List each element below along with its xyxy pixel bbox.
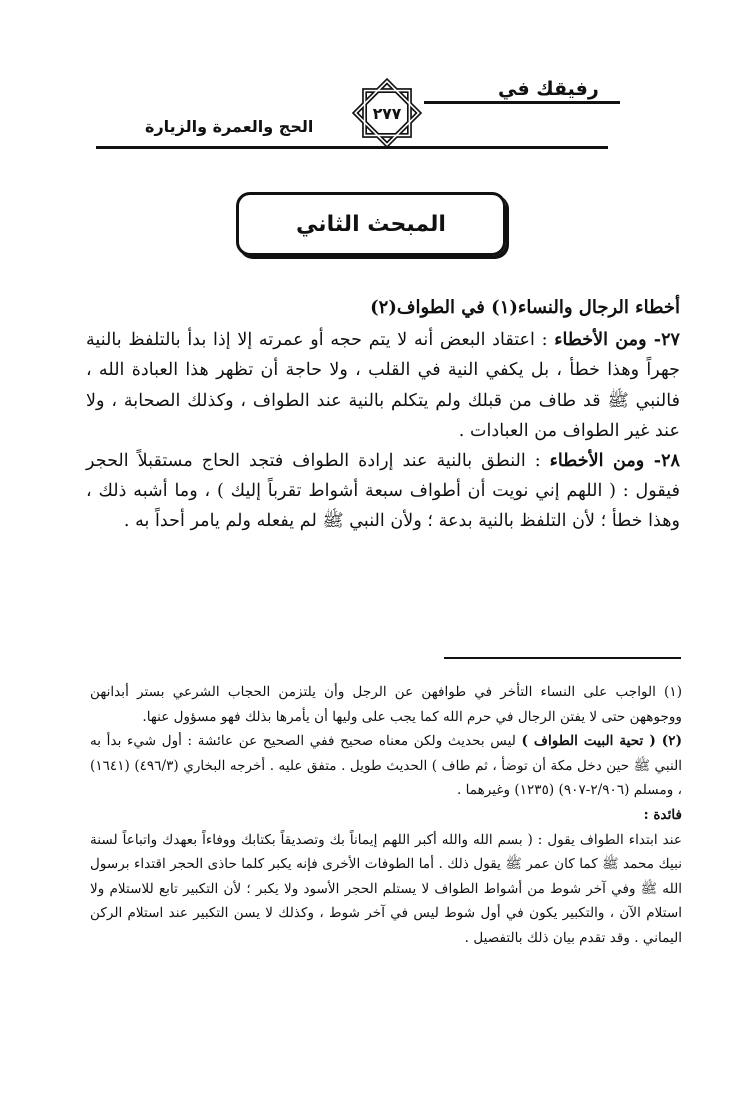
footnote-1: (١) الواجب على النساء التأخر في طوافهن عن الرجل وأن يلتزمن الحجاب الشرعي بستر أبدانهن ووجوههن حتى لا يفتن الرجال في حرم الله كما يجب على وليها أن يأمرها بذلك فهو مسؤول عنها.: [90, 684, 682, 725]
paragraph-28: [86, 446, 680, 537]
page-number-ornament-icon: [348, 74, 426, 152]
main-text: [86, 293, 680, 537]
section-title-box: [236, 192, 506, 256]
header-book-title-part2: الحج والعمرة والزيارة: [145, 117, 314, 136]
footnotes: [90, 680, 682, 951]
header-book-title-part1: رفيقك في: [498, 78, 599, 100]
paragraph-27: [86, 325, 680, 446]
footnote-2-label: (٢) ( تحية البيت الطواف ): [521, 733, 682, 750]
paragraph-27-label: ٢٧- ومن الأخطاء: [554, 329, 680, 351]
header-rule-top: [424, 101, 620, 104]
paragraph-28-label: ٢٨- ومن الأخطاء: [549, 450, 681, 472]
faida-text: عند ابتداء الطواف يقول : ( بسم الله والله أكبر اللهم إيماناً بك وتصديقاً بكتابك ووفاءاً بعهدك واتباعاً لسنة نبيك محمد ﷺ كما كان عمر ﷺ يقول ذلك . أما الطوفات الأخرى فإنه يكبر كلما حاذى الحجر اقتداء برسول الله ﷺ وفي آخر شوط من أشواط الطواف لا يستلم الحجر الأسود ولا يكبر ؛ لأن التكبير تابع للاستلام ولا استلام الآن ، والتكبير يكون في أول شوط ليس في آخر شوط ، وكذلك لا يسن التكبير عند استلام الركن اليماني . وقد تقدم بيان ذلك بالتفصيل .: [90, 831, 682, 946]
footnote-2-text: ليس بحديث ولكن معناه صحيح ففي الصحيح عن عائشة : أول شيء بدأ به النبي ﷺ حين دخل مكة أن توضأ ، ثم طاف ) الحديث طويل . متفق عليه . أخرجه البخاري (٤٩٦/٣) (١٦٤١) ، ومسلم (٢/٩٠٦-٩٠٧) (١٢٣٥) وغيرهما .: [90, 733, 682, 799]
page-number: ٢٧٧: [372, 104, 402, 123]
faida-label: فائدة :: [643, 806, 682, 823]
paragraph-28-text: : النطق بالنية عند إرادة الطواف فتجد الحاج مستقبلاً الحجر فيقول : ( اللهم إني نويت أن أطواف سبعة أشواط تقرباً إليك ) ، وما أشبه ذلك ، وهذا خطأ ؛ لأن التلفظ بالنية بدعة ؛ ولأن النبي ﷺ لم يفعله ولم يامر أحداً به .: [86, 451, 680, 532]
footnote-2: [90, 729, 682, 803]
section-title: المبحث الثاني: [296, 211, 446, 237]
footnote-separator: [444, 657, 681, 659]
errors-heading: أخطاء الرجال والنساء(١) في الطواف(٢): [370, 297, 680, 318]
paragraph-27-text: : اعتقاد البعض أنه لا يتم حجه أو عمرته إلا إذا بدأ بالتلفظ بالنية جهراً وهذا خطأ ، بل يكفي النية في القلب ، ولا حاجة أن تظهر هذا العبادة الله ، فالنبي ﷺ قد طاف من قبلك ولم يتكلم بالنية عند الطواف ، وكذلك الصحابة ، ولا عند غير الطواف من العبادات .: [86, 330, 680, 441]
